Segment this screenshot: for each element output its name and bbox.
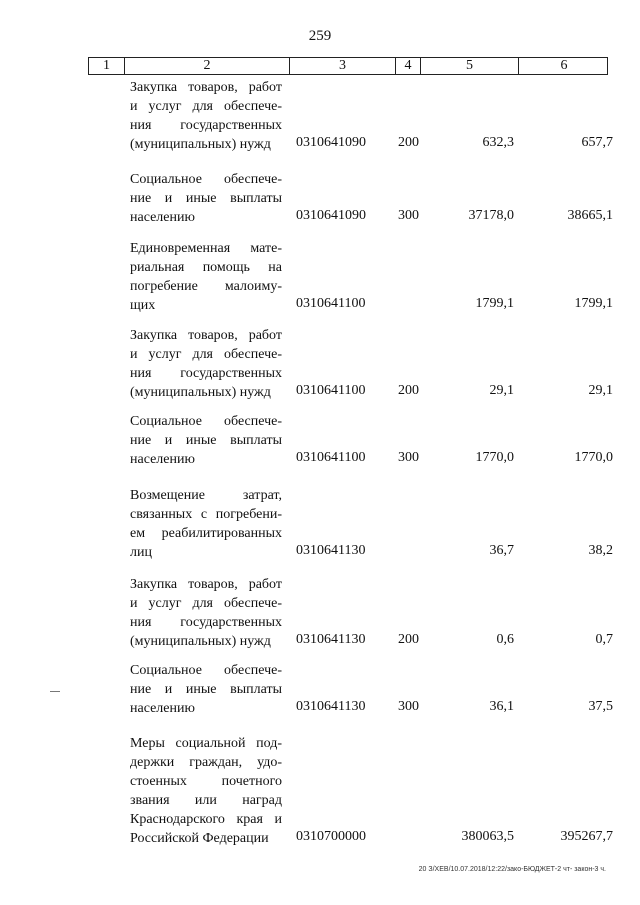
description-line: риальная помощь на: [130, 260, 282, 275]
header-col-4: 4: [396, 58, 421, 74]
row-description: [130, 661, 282, 718]
row-description: [130, 486, 282, 562]
description-line: ние и иные выплаты: [130, 433, 282, 448]
description-line: Единовременная мате-: [130, 241, 282, 256]
description-line: Российской Федерации: [130, 831, 269, 846]
row-description: [130, 326, 282, 402]
description-line: (муниципальных) нужд: [130, 634, 271, 649]
description-line: Социальное обеспече-: [130, 414, 282, 429]
row-expense-type: 300: [398, 699, 419, 714]
row-value-2019: 36,7: [489, 543, 514, 558]
row-code: 0310641130: [296, 699, 366, 714]
header-col-1: 1: [89, 58, 125, 74]
row-code: 0310641130: [296, 632, 366, 647]
description-line: ем реабилитированных: [130, 526, 282, 541]
description-line: (муниципальных) нужд: [130, 385, 271, 400]
description-line: погребение малоиму-: [130, 279, 282, 294]
description-line: держки граждан, удо-: [130, 755, 282, 770]
description-line: населению: [130, 701, 195, 716]
row-code: 0310641090: [296, 208, 366, 223]
footer-stamp: 20 З/ХЕВ/10.07.2018/12:22/зако-БЮДЖЕТ-2 чт- закон-3 ч.: [418, 866, 606, 873]
row-description: [130, 575, 282, 651]
page-number: 259: [308, 28, 332, 44]
description-line: ния государственных: [130, 366, 282, 381]
description-line: Возмещение затрат,: [130, 488, 282, 503]
description-line: стоенных почетного: [130, 774, 282, 789]
row-description: [130, 412, 282, 469]
row-expense-type: 200: [398, 383, 419, 398]
header-col-3: 3: [290, 58, 396, 74]
row-value-2019: 37178,0: [468, 208, 514, 223]
header-col-2: 2: [125, 58, 290, 74]
row-value-2020: 29,1: [588, 383, 613, 398]
row-code: 0310641100: [296, 296, 366, 311]
description-line: и услуг для обеспече-: [130, 347, 282, 362]
description-line: Меры социальной под-: [130, 736, 282, 751]
row-code: 0310641130: [296, 543, 366, 558]
description-line: лиц: [130, 545, 152, 560]
row-expense-type: 200: [398, 135, 419, 150]
description-line: ния государственных: [130, 615, 282, 630]
description-line: Краснодарского края и: [130, 812, 282, 827]
description-line: Закупка товаров, работ: [130, 328, 282, 343]
description-line: Закупка товаров, работ: [130, 577, 282, 592]
description-line: населению: [130, 452, 195, 467]
description-line: ния государственных: [130, 118, 282, 133]
row-value-2020: 1770,0: [574, 450, 613, 465]
row-code: 0310700000: [296, 829, 366, 844]
row-value-2020: 1799,1: [574, 296, 613, 311]
row-code: 0310641090: [296, 135, 366, 150]
row-value-2020: 395267,7: [560, 829, 613, 844]
row-description: [130, 734, 282, 848]
description-line: Закупка товаров, работ: [130, 80, 282, 95]
row-description: [130, 78, 282, 154]
description-line: Социальное обеспече-: [130, 663, 282, 678]
row-value-2019: 380063,5: [461, 829, 514, 844]
row-expense-type: 300: [398, 450, 419, 465]
description-line: населению: [130, 210, 195, 225]
row-description: [130, 239, 282, 315]
description-line: ние и иные выплаты: [130, 682, 282, 697]
row-code: 0310641100: [296, 450, 366, 465]
row-value-2019: 0,6: [496, 632, 514, 647]
row-expense-type: 200: [398, 632, 419, 647]
header-col-5: 5: [421, 58, 519, 74]
description-line: и услуг для обеспече-: [130, 99, 282, 114]
header-col-6: 6: [560, 58, 568, 73]
margin-dash: [50, 691, 60, 692]
description-line: связанных с погребени-: [130, 507, 282, 522]
row-value-2020: 657,7: [581, 135, 613, 150]
row-value-2020: 37,5: [588, 699, 613, 714]
description-line: и услуг для обеспече-: [130, 596, 282, 611]
table-header-row: [88, 57, 608, 75]
row-description: [130, 170, 282, 227]
row-value-2019: 1770,0: [475, 450, 514, 465]
row-value-2019: 632,3: [482, 135, 514, 150]
row-value-2020: 0,7: [595, 632, 613, 647]
description-line: (муниципальных) нужд: [130, 137, 271, 152]
row-value-2020: 38665,1: [567, 208, 613, 223]
row-value-2019: 1799,1: [475, 296, 514, 311]
row-value-2020: 38,2: [588, 543, 613, 558]
description-line: щих: [130, 298, 156, 313]
description-line: Социальное обеспече-: [130, 172, 282, 187]
row-code: 0310641100: [296, 383, 366, 398]
description-line: звания или наград: [130, 793, 282, 808]
row-expense-type: 300: [398, 208, 419, 223]
row-value-2019: 36,1: [489, 699, 514, 714]
description-line: ние и иные выплаты: [130, 191, 282, 206]
row-value-2019: 29,1: [489, 383, 514, 398]
